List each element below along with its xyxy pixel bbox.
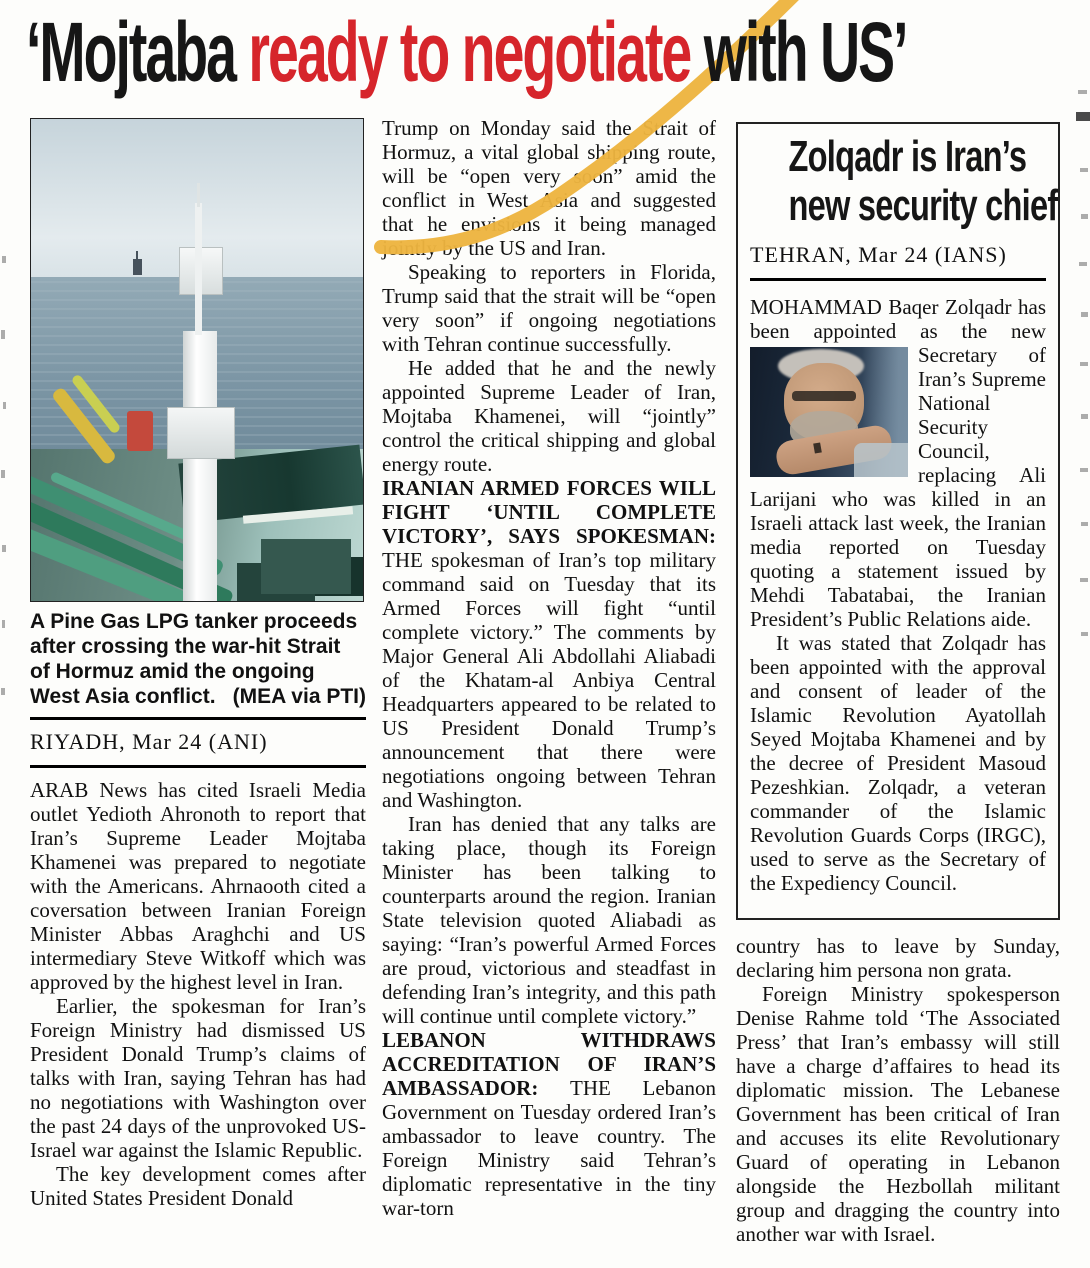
story-column-middle [382, 112, 716, 1220]
sidebar-story-box [736, 122, 1060, 920]
photo-caption-text: A Pine Gas LPG tanker proceeds after crossing the war-hit Strait of Hormuz amid the ongoing West Asia conflict. [30, 610, 358, 708]
tanker-photo [30, 118, 364, 602]
headline-part-black-right: with US’ [690, 5, 907, 99]
subhead-lead: LEBANON WITHDRAWS ACCREDITATION OF IRAN’S AMBASSADOR: [382, 1028, 716, 1100]
photo-caption [30, 609, 366, 709]
body-paragraph-with-subhead [382, 476, 716, 812]
portrait-ring [813, 442, 822, 453]
distant-ship-silhouette [133, 259, 142, 275]
riyadh-dateline: RIYADH, Mar 24 (ANI) [30, 729, 268, 754]
body-paragraph: Trump on Monday said the Strait of Hormuz, a vital global shipping route, will be “open very soon” amid the conflict in West Asia and suggested that he envisions it being managed jointly by the US and Iran. [382, 116, 716, 260]
sidebar-paragraph-rest: Secretary of Iran’s Supreme National Security Council, replacing Ali Larijani who was killed in an Israeli attack last week, the Iranian media reported on Tuesday quoting a statement issued by Mehdi Tabatabai, the Iranian President’s Public Relations aide. [750, 343, 1046, 631]
body-paragraph: country has to leave by Sunday, declaring him persona non grata. [736, 934, 1060, 982]
body-paragraph: Speaking to reporters in Florida, Trump said that the strait will be “open very soon” if ongoing negotiations with Tehran continue successfully. [382, 260, 716, 356]
sidebar-title-line2: new security chief [788, 181, 1058, 230]
tanker-mast [183, 331, 217, 601]
body-paragraph-text: THE spokesman of Iran’s top military command said on Tuesday that its Armed Forces will fight “until complete victory.” The comments by Major General Ali Abdollahi Aliabadi of the Khatam-al Anbiya Central Headquarters appeared to be related to US President Donald Trump’s announcement that there were negotiations ongoing between Tehran and Washington. [382, 548, 716, 812]
body-paragraph: The key development comes after United States President Donald [30, 1162, 366, 1210]
mast-pole [195, 203, 202, 335]
photo-credit: (MEA via PTI) [232, 685, 366, 708]
headline-part-red: ready to negotiate [248, 5, 691, 99]
sidebar-paragraph: It was stated that Zolqadr has been appointed with the approval and consent of leader of the Islamic Revolution Ayatollah Seyed Mojtaba Khamenei and by the decree of President Masoud Pezeshkian. Zolqadr, a veteran commander of the Islamic Revolution Guards Corps (IRGC), used to serve as the Secretary of the Expediency Council. [750, 631, 1046, 895]
body-paragraph: ARAB News has cited Israeli Media outlet Yedioth Ahronoth to report that Iran’s Supreme Leader Mojtaba Khamenei was prepared to negotiate with the Americans. Ahrnaooth cited a coversation between Iranian Foreign Minister Abbas Araghchi and US intermediary Steve Witkoff which was approved by the highest level in Iran. [30, 778, 366, 994]
body-paragraph-text: THE Lebanon Government on Tuesday ordered Iran’s ambassador to leave country. The Foreign Ministry said Tehran’s diplomatic representative in the tiny war-torn [382, 1076, 717, 1220]
deck-machinery [261, 539, 351, 594]
story-column-left [30, 112, 366, 1210]
tehran-dateline: TEHRAN, Mar 24 (IANS) [750, 242, 1046, 281]
zolqadr-photo [750, 347, 908, 477]
main-headline [26, 4, 907, 100]
body-paragraph: Foreign Ministry spokesperson Denise Rahme told ‘The Associated Press’ that Iran’s embassy will still have a charge d’affaires to head its diplomatic mission. The Lebanese Government has been critical of Iran and accuses its elite Revolutionary Guard of operating in Lebanon alongside the Hezbollah militant group and dragging the country into another war with Israel. [736, 982, 1060, 1246]
body-paragraph-with-subhead [382, 1028, 716, 1220]
body-paragraph: He added that he and the newly appointed Supreme Leader of Iran, Mojtaba Khamenei, will “jointly” control the critical shipping and global energy route. [382, 356, 716, 476]
headline-part-black-left: ‘Mojtaba [26, 5, 249, 99]
deck-red-structure [127, 411, 153, 451]
mast-pole-tip [197, 183, 200, 207]
story-column-right [736, 112, 1060, 1246]
mast-platform [167, 407, 235, 459]
sidebar-title-line1: Zolqadr is Iran’s [788, 132, 1027, 181]
sidebar-paragraph-with-photo [750, 295, 1046, 631]
subhead-lead: IRANIAN ARMED FORCES WILL FIGHT ‘UNTIL COMPLETE VICTORY’, SAYS SPOKESMAN: [382, 476, 716, 548]
portrait-glasses [792, 391, 856, 401]
body-paragraph: Iran has denied that any talks are taking place, though its Foreign Minister has been talking to counterparts around the region. Iranian State television quoted Aliabadi as saying: “Iran’s powerful Armed Forces are proud, victorious and steadfast in defending Iran’s integrity, and this path will continue until complete victory.” [382, 812, 716, 1028]
portrait-shirt [854, 443, 908, 477]
body-paragraph: Earlier, the spokesman for Iran’s Foreign Ministry had dismissed US President Donald Trump’s claims of talks with Iran, saying Tehran has had no negotiations with Washington over the past 24 days of the unprovoked US-Israel war against the Islamic Republic. [30, 994, 366, 1162]
sidebar-paragraph-intro: MOHAMMAD Baqer Zolqadr has been appointed as the new [750, 295, 1046, 343]
